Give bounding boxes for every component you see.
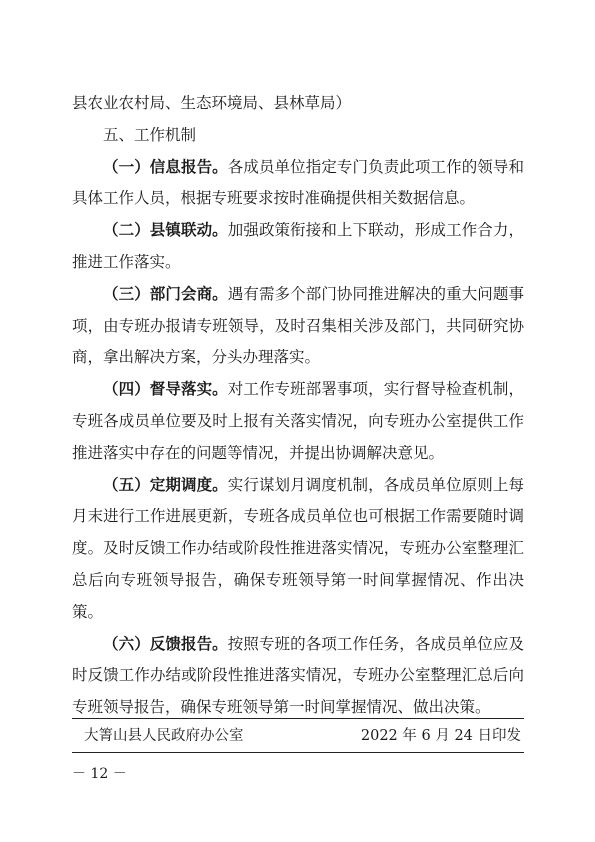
page-number: － 12 － [72, 766, 127, 782]
section-heading [72, 120, 524, 152]
paragraph-text: 加强政策衔接和上下联动，形成工作合力，推进工作落实。 [72, 221, 524, 271]
paragraph-text: 县农业农村局、生态环境局、县林草局） [72, 94, 352, 112]
footer-rule-top [72, 718, 524, 719]
body-text [72, 88, 524, 724]
paragraph-regular-scheduling [72, 470, 524, 629]
paragraph-lead: （四）督导落实。 [103, 380, 228, 399]
paragraph-text: 各成员单位指定专门负责此项工作的领导和具体工作人员，根据专班要求按时准确提供相关数据信息。 [72, 157, 524, 208]
footer-rule-bottom [72, 752, 524, 753]
paragraph-supervision [72, 374, 524, 469]
paragraph-info-report [72, 152, 524, 216]
paragraph-department-consultation [72, 279, 524, 374]
paragraph-lead: （三）部门会商。 [103, 284, 228, 303]
paragraph-lead: （二）县镇联动。 [103, 221, 228, 240]
paragraph-feedback-report [72, 629, 524, 724]
paragraph-lead: （六）反馈报告。 [103, 634, 228, 653]
paragraph-text: 实行谋划月调度机制，各成员单位原则上每月末进行工作进展更新，专班各成员单位也可根据工作需要随时调度。及时反馈工作办结或阶段性推进落实情况，专班办公室整理汇总后向专班领导报告，确保专班领导第一时间掌握情况、作出决策。 [72, 475, 524, 621]
paragraph-lead: （五）定期调度。 [103, 475, 228, 494]
footer-issuer: 大箐山县人民政府办公室 [84, 728, 244, 744]
paragraph-text: 对工作专班部署事项，实行督导检查机制，专班各成员单位要及时上报有关落实情况，向专班办公室提供工作推进落实中存在的问题等情况，并提出协调解决意见。 [72, 380, 524, 462]
paragraph-continuation [72, 88, 524, 120]
paragraph-text: 遇有需多个部门协同推进解决的重大问题事项，由专班办报请专班领导，及时召集相关涉及部门，共同研究协商，拿出解决方案，分头办理落实。 [72, 284, 524, 367]
paragraph-county-town-linkage [72, 215, 524, 279]
paragraph-lead: （一）信息报告。 [103, 157, 228, 176]
paragraph-text: 按照专班的各项工作任务，各成员单位应及时反馈工作办结或阶段性推进落实情况，专班办公室整理汇总后向专班领导报告，确保专班领导第一时间掌握情况、做出决策。 [72, 634, 524, 717]
section-heading-text: 五、工作机制 [103, 125, 197, 144]
footer-date: 2022 年 6 月 24 日印发 [360, 728, 521, 744]
